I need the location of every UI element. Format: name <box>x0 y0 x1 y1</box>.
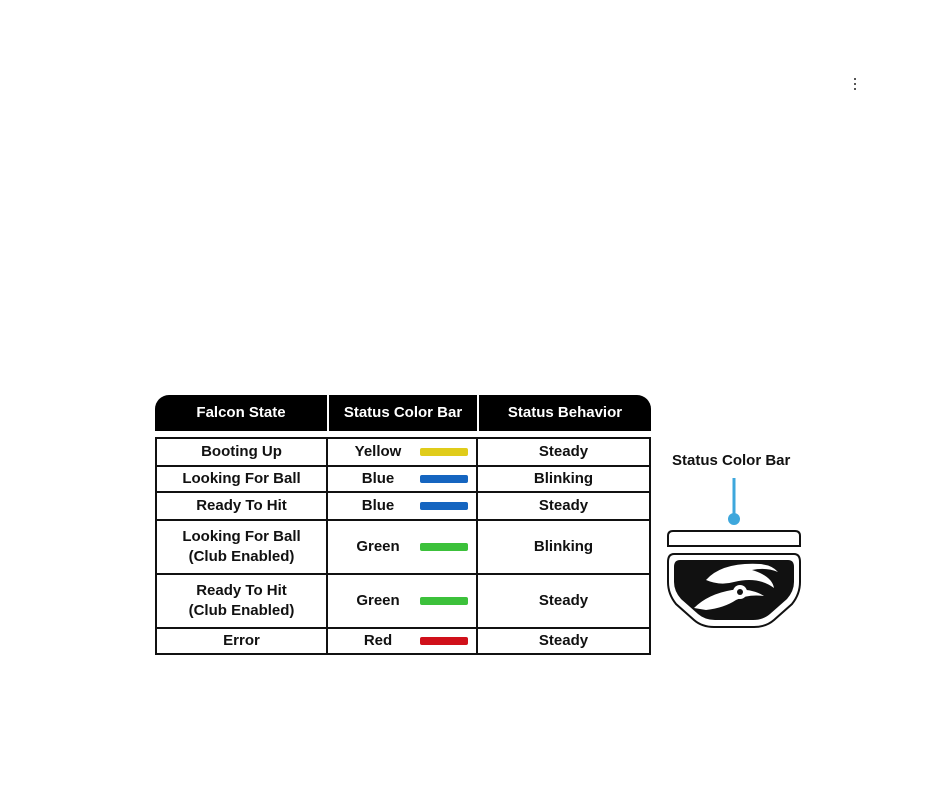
falcon-state-cell <box>157 467 328 491</box>
color-swatch <box>420 637 468 645</box>
color-cell <box>328 575 478 627</box>
falcon-state-cell <box>157 493 328 519</box>
table-row <box>157 521 649 573</box>
behavior-cell: Steady <box>538 632 589 649</box>
state-subtext: (Club Enabled) <box>188 548 295 565</box>
falcon-device-icon <box>660 472 810 632</box>
state-text: Ready To Hit <box>196 497 287 514</box>
falcon-state-cell <box>157 521 328 573</box>
color-swatch <box>420 597 468 605</box>
table-row <box>157 467 649 491</box>
status-color-bar-label: Status Color Bar <box>672 452 791 469</box>
header-status-color-bar: Status Color Bar <box>343 404 463 421</box>
status-bar-outline <box>668 531 800 546</box>
behavior-cell: Steady <box>538 592 589 609</box>
color-swatch <box>420 475 468 483</box>
pointer-dot <box>728 513 740 525</box>
color-swatch <box>420 448 468 456</box>
color-name: Blue <box>361 470 395 487</box>
table-row <box>157 439 649 465</box>
color-name: Green <box>356 592 400 609</box>
color-name: Yellow <box>354 443 402 460</box>
color-cell <box>328 493 478 519</box>
state-text: Booting Up <box>201 443 282 460</box>
state-text: Looking For Ball <box>182 528 301 545</box>
table-row <box>157 575 649 627</box>
state-subtext: (Club Enabled) <box>188 602 295 619</box>
table-row <box>157 493 649 519</box>
behavior-cell: Blinking <box>533 538 594 555</box>
status-table <box>155 437 651 655</box>
behavior-cell: Steady <box>538 497 589 514</box>
color-name: Blue <box>361 497 395 514</box>
behavior-cell: Steady <box>538 443 589 460</box>
color-cell <box>328 629 478 653</box>
color-cell <box>328 467 478 491</box>
state-text: Ready To Hit <box>196 582 287 599</box>
falcon-state-cell <box>157 439 328 465</box>
header-falcon-state: Falcon State <box>196 404 286 421</box>
falcon-state-cell <box>157 629 328 653</box>
color-cell <box>328 439 478 465</box>
color-name: Green <box>356 538 400 555</box>
color-swatch <box>420 502 468 510</box>
header-status-behavior: Status Behavior <box>507 404 623 421</box>
state-text: Error <box>223 632 260 649</box>
table-header <box>155 395 651 431</box>
state-text: Looking For Ball <box>182 470 301 487</box>
more-vertical-icon[interactable] <box>846 74 864 94</box>
falcon-state-cell <box>157 575 328 627</box>
color-swatch <box>420 543 468 551</box>
color-name: Red <box>363 632 393 649</box>
color-cell <box>328 521 478 573</box>
behavior-cell: Blinking <box>533 470 594 487</box>
table-row <box>157 629 649 653</box>
